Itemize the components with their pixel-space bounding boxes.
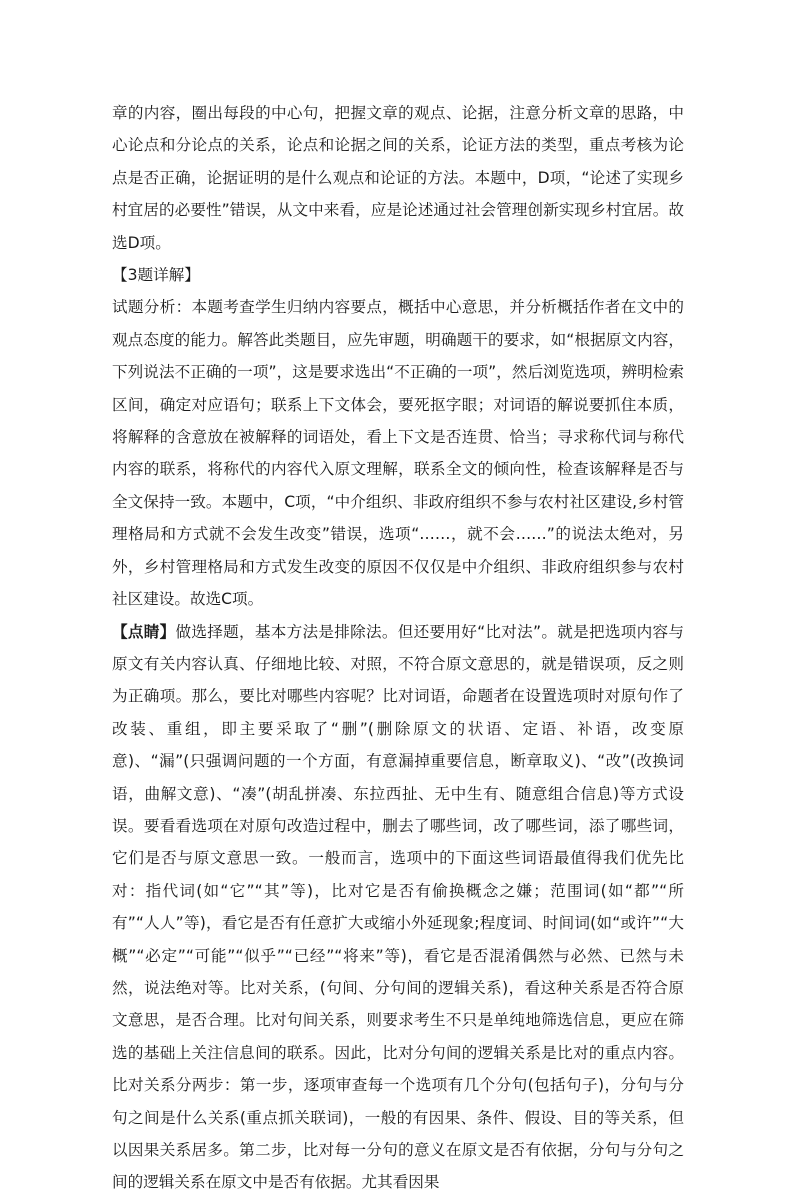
paragraph-q3-analysis: 试题分析：本题考查学生归纳内容要点，概括中心意思，并分析概括作者在文中的观点态度的能力。解答此类题目，应先审题，明确题干的要求，如“根据原文内容，下列说法不正确的一项”，这是要求选出“不正确的一项”，然后浏览选项，辨明检索区间，确定对应语句；联系上下文体会，要死抠字眼；对词语的解说要抓住本质，将解释的含意放在被解释的词语处，看上下文是否连贯、恰当；寻求称代词与称代内容的联系，将称代的内容代入原文理解，联系全文的倾向性，检查该解释是否与全文保持一致。本题中，C项，“中介组织、非政府组织不参与农村社区建设,乡村管理格局和方式就不会发生改变”错误，选项“……，就不会……”的说法太绝对，另外，乡村管理格局和方式发生改变的原因不仅仅是中介组织、非政府组织参与农村社区建设。故选C项。	[112, 298, 684, 609]
key-point-label: 【点睛】	[112, 622, 176, 641]
paragraph-key-point	[112, 616, 684, 1199]
document-page	[112, 97, 684, 1199]
section-heading-q3-text: 【3题详解】	[112, 266, 200, 285]
key-point-text: 做选择题，基本方法是排除法。但还要用好“比对法”。就是把选项内容与原文有关内容认真、仔细地比较、对照，不符合原文意思的，就是错误项，反之则为正确项。那么，要比对哪些内容呢？比对词语，命题者在设置选项时对原句作了改装、重组，即主要采取了“删”(删除原文的状语、定语、补语，改变原意)、“漏”(只强调问题的一个方面，有意漏掉重要信息，断章取义)、“改”(改换词语，曲解文意)、“凑”(胡乱拼凑、东拉西扯、无中生有、随意组合信息)等方式设误。要看看选项在对原句改造过程中，删去了哪些词，改了哪些词，添了哪些词，它们是否与原文意思一致。一般而言，选项中的下面这些词语最值得我们优先比对：指代词(如“它”“其”等)，比对它是否有偷换概念之嫌；范围词(如“都”“所有”“人人”等)，看它是否有任意扩大或缩小外延现象;程度词、时间词(如“或许”“大概”“必定”“可能”“似乎”“已经”“将来”等)，看它是否混淆偶然与必然、已然与未然，说法绝对等。比对关系，(句间、分句间的逻辑关系)，看这种关系是否符合原文意思，是否合理。比对句间关系，则要求考生不只是单纯地筛选信息，更应在筛选的基础上关注信息间的联系。因此，比对分句间的逻辑关系是比对的重点内容。比对关系分两步：第一步，逐项审查每一个选项有几个分句(包括句子)，分句与分句之间是什么关系(重点抓关联词)，一般的有因果、条件、假设、目的等关系，但以因果关系居多。第二步，比对每一分句的意义在原文是否有依据，分句与分句之间的逻辑关系在原文中是否有依据。尤其看因果	[112, 622, 684, 1192]
paragraph-analysis-continued: 章的内容，圈出每段的中心句，把握文章的观点、论据，注意分析文章的思路，中心论点和分论点的关系，论点和论据之间的关系，论证方法的类型，重点考核为论点是否正确，论据证明的是什么观点和论证的方法。本题中，D项，“论述了实现乡村宜居的必要性”错误，从文中来看，应是论述通过社会管理创新实现乡村宜居。故选D项。	[112, 104, 684, 252]
section-heading-q3	[112, 259, 684, 291]
